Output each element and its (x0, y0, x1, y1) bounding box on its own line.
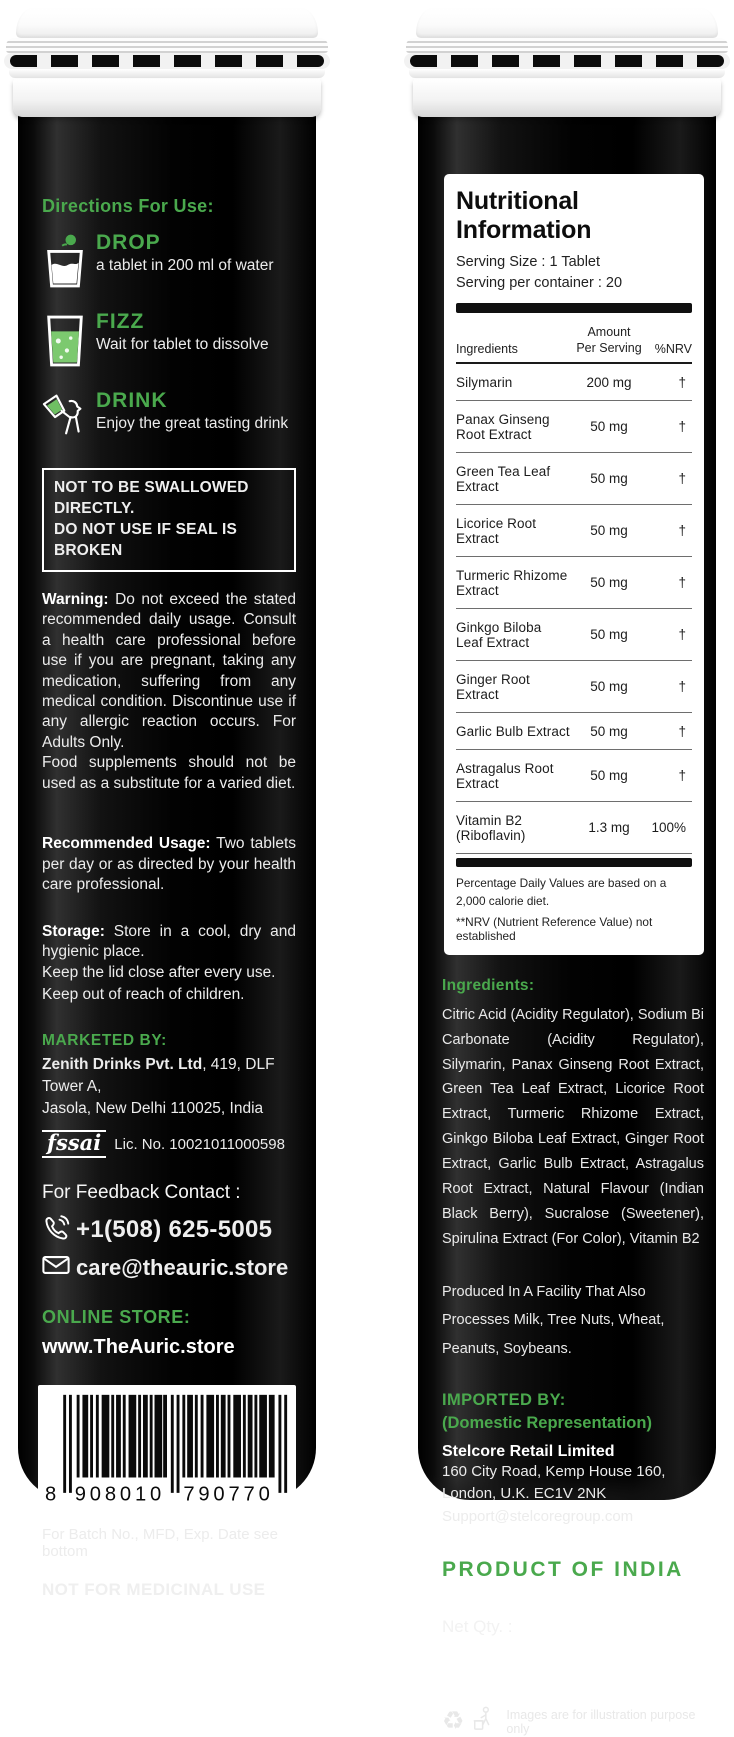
row-amount: 50 mg (590, 627, 628, 643)
step-desc: Enjoy the great tasting drink (96, 415, 289, 432)
step-title: DRINK (96, 389, 168, 412)
row-name: Ginger Root Extract (456, 671, 530, 702)
phone-icon (42, 1214, 76, 1247)
bottom-icons-row (442, 1706, 704, 1737)
row-nrv: † (678, 374, 686, 390)
tube-cap (4, 8, 330, 117)
row-name: Turmeric Rhizome Extract (456, 567, 568, 598)
left-tube-body (18, 112, 316, 1599)
row-nrv: † (678, 723, 686, 739)
not-medicinal-use: NOT FOR MEDICINAL USE (42, 1579, 266, 1599)
recommended-label: Recommended Usage: (42, 835, 211, 853)
col-amount (570, 325, 648, 356)
imported-by-label: IMPORTED BY: (442, 1390, 566, 1409)
divider-bar (456, 858, 692, 867)
importer-address2: London, U.K. EC1V 2NK (442, 1485, 607, 1503)
row-nrv: † (678, 679, 686, 695)
glass-fizz-icon (42, 310, 96, 373)
net-qty-label: Net Qty. : (442, 1617, 513, 1637)
storage (42, 922, 296, 963)
nutrition-row (456, 557, 692, 609)
cap-collar (413, 79, 721, 117)
right-tube (404, 0, 730, 1736)
cap-ridges (406, 38, 728, 53)
footnote-daily-values: Percentage Daily Values are based on a 2,000 calorie diet. (456, 876, 667, 908)
recycle-icon: ♻ (442, 1707, 465, 1736)
phone-row (42, 1214, 296, 1247)
row-name: Panax Ginseng Root Extract (456, 411, 550, 442)
marketed-by-label: MARKETED BY: (42, 1032, 167, 1050)
glass-drop-icon (42, 231, 96, 294)
row-amount: 50 mg (590, 471, 628, 487)
cap-vent-band (404, 53, 730, 69)
storage-line3: Keep out of reach of children. (42, 986, 245, 1004)
barcode-bars (44, 1391, 290, 1506)
imported-by-sub: (Domestic Representation) (442, 1413, 652, 1432)
warning-label: Warning: (42, 590, 109, 608)
batch-note: For Batch No., MFD, Exp. Date see bottom (42, 1525, 278, 1560)
storage-label: Storage: (42, 922, 105, 940)
row-name: Vitamin B2 (Riboflavin) (456, 812, 526, 843)
marketed-by-line2: Jasola, New Delhi 110025, India (42, 1100, 264, 1118)
fssai-license: Lic. No. 10021011000598 (114, 1135, 285, 1153)
seal-warning-box (42, 468, 296, 572)
step-title: FIZZ (96, 310, 145, 333)
row-name: Astragalus Root Extract (456, 760, 554, 791)
row-name: Green Tea Leaf Extract (456, 463, 551, 494)
step-desc: a tablet in 200 ml of water (96, 257, 274, 274)
row-amount: 50 mg (590, 723, 628, 739)
barcode-digits-right: 790770 (183, 1483, 274, 1506)
email-address: care@theauric.store (76, 1254, 289, 1280)
importer-name: Stelcore Retail Limited (442, 1442, 615, 1460)
row-nrv: † (678, 419, 686, 435)
row-amount: 50 mg (590, 679, 628, 695)
recommended-text: Two tablets per day or as directed by your health care professional. (42, 835, 296, 894)
warning-paragraph2: Food supplements should not be used as a substitute for a varied diet. (42, 754, 296, 792)
net-qty-value: 20 Effervescent Tabs (442, 1614, 673, 1662)
col-amount-line1: Amount (587, 325, 631, 339)
nutrition-row (456, 364, 692, 401)
cap-ridges (6, 38, 328, 53)
nutrition-row (456, 609, 692, 661)
row-amount: 50 mg (590, 419, 628, 435)
row-amount: 1.3 mg (588, 820, 630, 836)
nutrition-header (456, 313, 692, 364)
nutrition-row (456, 453, 692, 505)
step-desc: Wait for tablet to dissolve (96, 336, 269, 353)
cap-lid (16, 8, 318, 38)
recommended-usage (42, 834, 296, 895)
row-amount: 50 mg (590, 575, 628, 591)
storage-line2: Keep the lid close after every use. (42, 964, 276, 982)
col-nrv: %NRV (654, 342, 692, 357)
seal-warning-line2: DO NOT USE IF SEAL IS BROKEN (54, 520, 238, 559)
row-name: Garlic Bulb Extract (456, 723, 570, 739)
online-store-label: ONLINE STORE: (42, 1306, 191, 1327)
step-drop (42, 231, 296, 294)
illustration-note: Images are for illustration purpose only (506, 1707, 696, 1736)
barcode-digits-left: 908010 (74, 1483, 166, 1506)
row-name: Licorice Root Extract (456, 515, 537, 546)
step-drink (42, 389, 296, 452)
cap-collar (13, 79, 321, 117)
nutrition-row (456, 505, 692, 557)
step-fizz (42, 310, 296, 373)
nutrition-title: Nutritional Information (456, 187, 592, 244)
seal-warning-line1: NOT TO BE SWALLOWED DIRECTLY. (54, 479, 249, 517)
col-ingredients: Ingredients (456, 342, 518, 357)
directions-title: Directions For Use: (42, 196, 214, 216)
tidy-man-icon (472, 1706, 496, 1737)
cap-lid (416, 8, 718, 38)
barcode-digit-lead: 8 (44, 1483, 57, 1506)
product-of-india: PRODUCT OF INDIA (442, 1558, 684, 1582)
feedback-title: For Feedback Contact : (42, 1181, 241, 1203)
nutrition-row (456, 750, 692, 802)
right-tube-body (418, 112, 716, 1736)
ingredients-text: Citric Acid (Acidity Regulator), Sodium Bi Carbonate (Acidity Regulator), Silymarin, Panax Ginseng Root Extract, Green Tea Leaf Extract, Licorice Root Extract, Turmeric Rhizome Extract, Ginkgo Biloba Leaf Extract, Ginger Root Extract, Garlic Bulb Extract, Astragalus Root Extract, Natural Flavour (Indian Black Berry), Sucralose (Sweetener), Spirulina Extract (For Color), Vitamin B2 (442, 1006, 704, 1248)
marketed-by-line1 (42, 1054, 296, 1098)
row-amount: 200 mg (586, 374, 632, 390)
person-drink-icon (42, 389, 96, 452)
row-nrv: 100% (651, 820, 686, 836)
barcode (38, 1385, 296, 1508)
tube-cap (404, 8, 730, 117)
row-nrv: † (678, 523, 686, 539)
net-quantity (442, 1614, 704, 1662)
nutrition-row (456, 802, 692, 854)
phone-number: +1(508) 625-5005 (76, 1216, 273, 1244)
fssai-row (42, 1130, 296, 1157)
row-amount: 50 mg (590, 768, 628, 784)
warning-text: Do not exceed the stated recommended daily usage. Consult a health care professional before use if you are pregnant, taking any medication, suffering from any medical condition. Discontinue use if any allergic reaction occurs. For Adults Only. (42, 590, 297, 751)
nutrition-row (456, 401, 692, 453)
email-row (42, 1255, 296, 1281)
cap-rim (9, 69, 325, 78)
row-name: Silymarin (456, 374, 513, 390)
row-nrv: † (678, 768, 686, 784)
serving-size: Serving Size : 1 Tablet (456, 254, 601, 270)
ingredients-label: Ingredients: (442, 976, 535, 994)
row-nrv: † (678, 471, 686, 487)
marketed-by-name: Zenith Drinks Pvt. Ltd (42, 1056, 203, 1074)
fssai-logo: fssai (42, 1130, 106, 1157)
row-name: Ginkgo Biloba Leaf Extract (456, 619, 542, 650)
marketed-by-rest: , 419, DLF Tower A, (42, 1056, 275, 1096)
serving-per-container: Serving per container : 20 (456, 275, 623, 291)
allergen-statement: Produced In A Facility That Also Processes Milk, Tree Nuts, Wheat, Peanuts, Soybeans. (442, 1284, 665, 1357)
nutrition-row (456, 661, 692, 713)
importer-address1: 160 City Road, Kemp House 160, (442, 1462, 666, 1480)
divider-bar (456, 303, 692, 313)
online-store-url: www.TheAuric.store (42, 1335, 235, 1358)
importer-email: Support@stelcoregroup.com (442, 1507, 634, 1525)
col-amount-line2: Per Serving (576, 340, 642, 355)
footnote-nrv: **NRV (Nutrient Reference Value) not established (456, 914, 653, 943)
row-nrv: † (678, 627, 686, 643)
warning-paragraph (42, 590, 296, 754)
storage-text: Store in a cool, dry and hygienic place. (42, 922, 296, 961)
mail-icon (42, 1255, 76, 1280)
row-nrv: † (678, 575, 686, 591)
nutrition-panel (444, 174, 704, 955)
cap-vent-band (4, 53, 330, 69)
row-amount: 50 mg (590, 523, 628, 539)
left-tube (4, 0, 330, 1599)
nutrition-row (456, 713, 692, 750)
cap-rim (409, 69, 725, 78)
step-title: DROP (96, 231, 161, 254)
